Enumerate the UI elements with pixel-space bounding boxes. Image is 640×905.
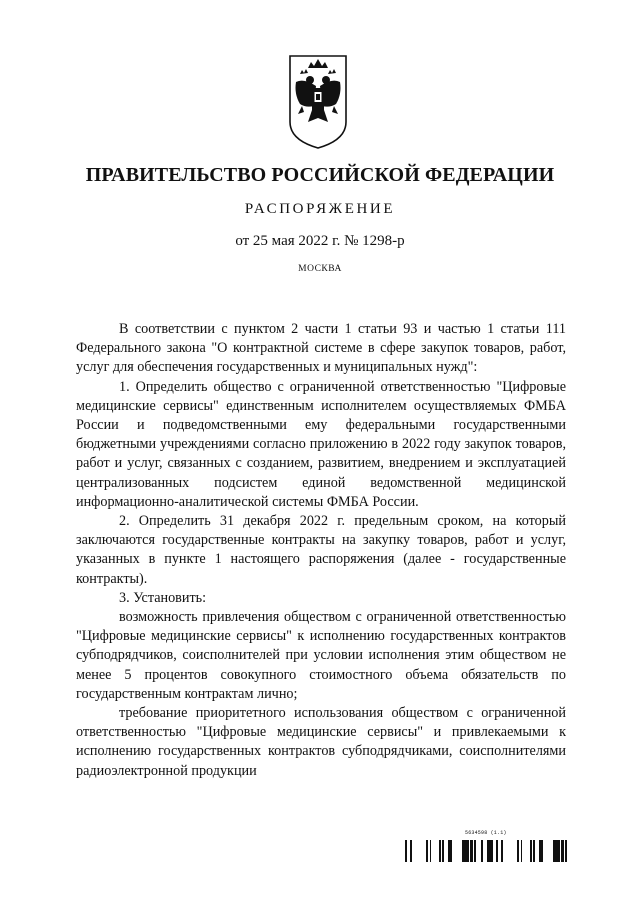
document-code: 5634598 (1.1) [465, 830, 507, 836]
paragraph-2: 2. Определить 31 декабря 2022 г. предельным сроком, на который заключаются государственные контракты на закупку товаров, работ и услуг, указанных в пункте 1 настоящего распоряжения (далее - государственные контракты). [76, 513, 566, 587]
document-body [76, 320, 566, 781]
government-title: ПРАВИТЕЛЬСТВО РОССИЙСКОЙ ФЕДЕРАЦИИ [85, 164, 555, 186]
city: МОСКВА [298, 264, 342, 274]
document-type: РАСПОРЯЖЕНИЕ [244, 201, 396, 217]
paragraph-3-item-2: требование приоритетного использования обществом с ограниченной ответственностью "Цифровые медицинские сервисы" и привлекаемыми к исполнению государственных контрактов субподрядчиками, соисполнителями радиоэлектронной продукции [76, 705, 566, 779]
coat-of-arms-icon [286, 48, 350, 152]
paragraph-3-item-1: возможность привлечения обществом с ограниченной ответственностью "Цифровые медицинские сервисы" к исполнению государственных контрактов субподрядчиков, соисполнителей при условии исполнения этим обществом не менее 5 процентов совокупного стоимостного объема обязательств по государственным контрактам лично; [76, 609, 566, 702]
paragraph-1: 1. Определить общество с ограниченной ответственностью "Цифровые медицинские сервисы" единственным исполнителем осуществляемых ФМБА России и подведомственными ему федеральными государственными бюджетными учреждениями согласно приложению в 2022 году закупок товаров, работ и услуг, связанных с созданием, развитием, внедрением и эксплуатацией централизованных подсистем единой ведомственной медицинской информационно-аналитической системы ФМБА России. [76, 378, 566, 510]
paragraph-3: 3. Установить: [119, 589, 207, 606]
barcode-icon [405, 840, 570, 862]
preamble-paragraph: В соответствии с пунктом 2 части 1 статьи 93 и частью 1 статьи 111 Федерального закона "О контрактной системе в сфере закупок товаров, работ, услуг для обеспечения государственных и муниципальных нужд": [76, 321, 566, 376]
date-and-number: от 25 мая 2022 г. № 1298-р [235, 233, 405, 249]
